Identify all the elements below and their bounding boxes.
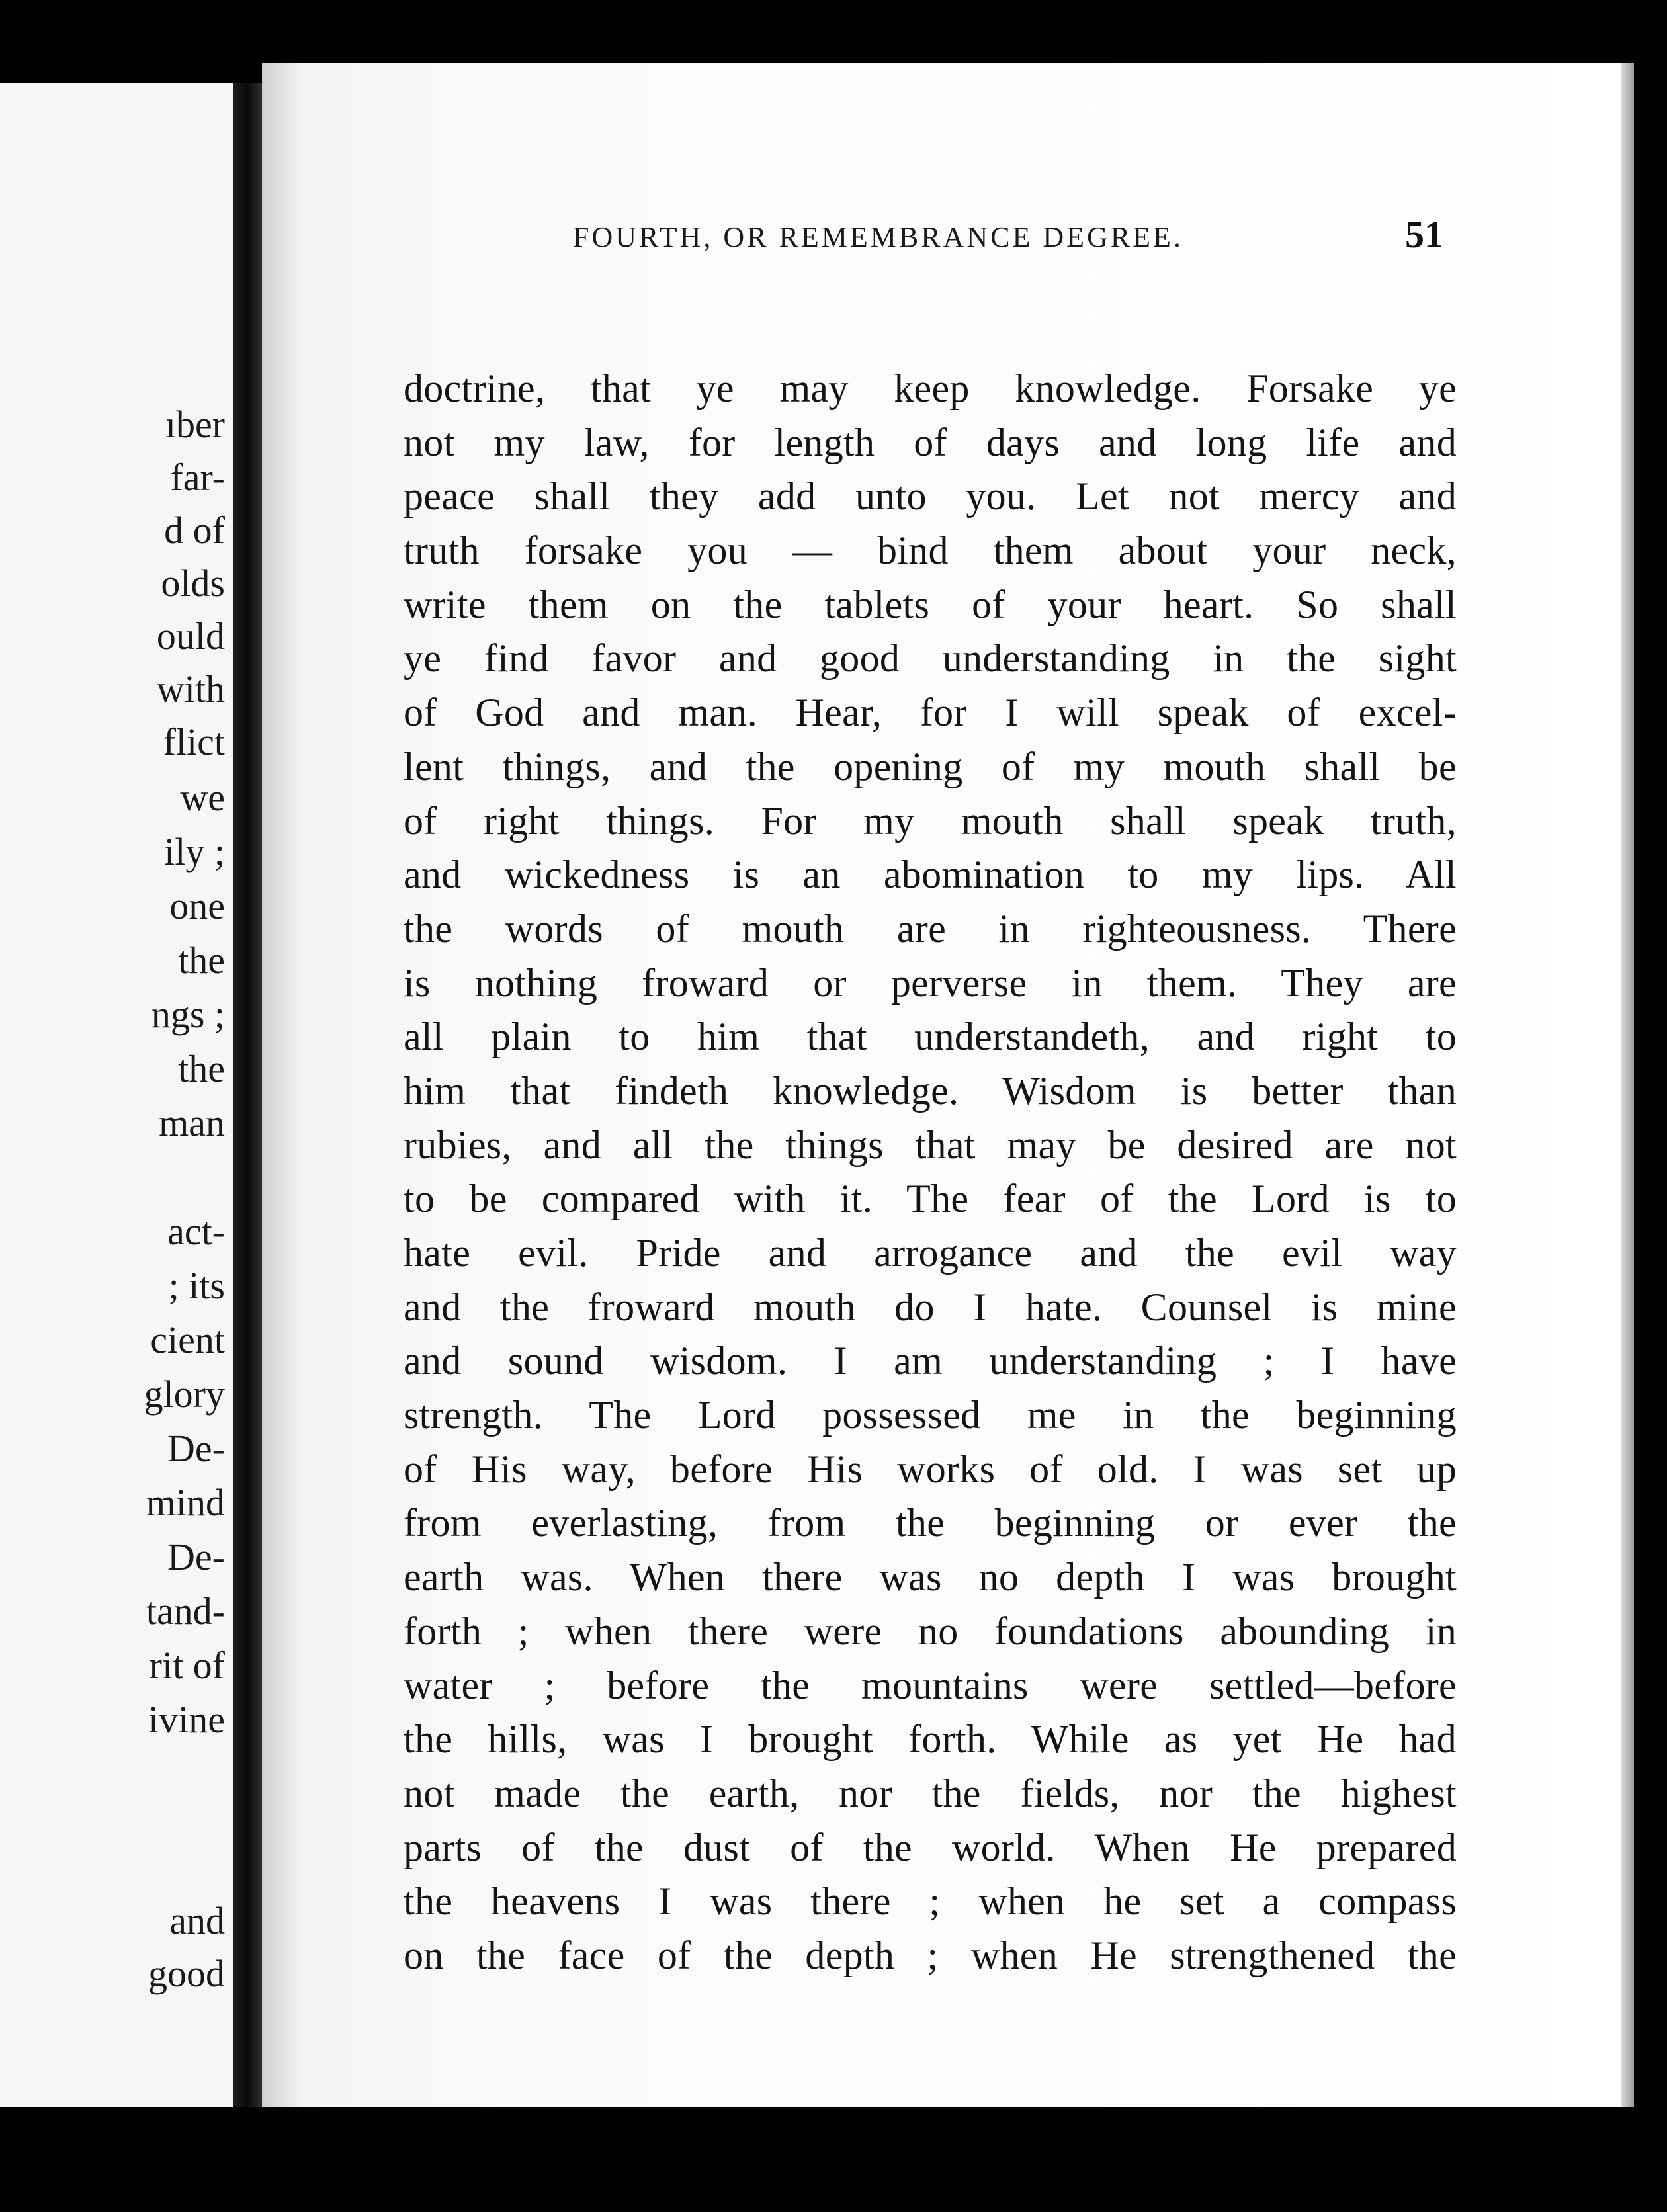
left-fragment: the: [178, 1047, 225, 1090]
previous-page-fragment: [0, 83, 233, 2107]
text-line: strength. The Lord possessed me in the beginning: [404, 1393, 1457, 1437]
text-line: doctrine, that ye may keep knowledge. Forsake ye: [404, 366, 1457, 410]
left-fragment: De-: [167, 1535, 225, 1578]
text-line: not my law, for length of days and long life and: [404, 420, 1457, 464]
text-line: of God and man. Hear, for I will speak of excel-: [404, 691, 1457, 735]
left-fragment: with: [156, 667, 225, 710]
left-fragment: rit of: [149, 1644, 225, 1687]
text-line: ye find favor and good understanding in the sight: [404, 636, 1457, 681]
left-fragment: man: [159, 1101, 225, 1144]
body-text: [404, 362, 1457, 1983]
text-line: from everlasting, from the beginning or ever the: [404, 1501, 1457, 1545]
text-line: lent things, and the opening of my mouth shall be: [404, 744, 1457, 788]
text-line: and wickedness is an abomination to my lips. All: [404, 853, 1457, 897]
left-fragment: d of: [164, 509, 225, 552]
left-fragment: cient: [150, 1318, 225, 1361]
book-page: [262, 63, 1634, 2107]
text-line: the heavens I was there ; when he set a compass: [404, 1879, 1457, 1924]
left-fragment: tand-: [146, 1590, 225, 1633]
text-line: of His way, before His works of old. I was set up: [404, 1447, 1457, 1491]
left-fragment: and: [169, 1899, 225, 1942]
text-line: to be compared with it. The fear of the Lord is to: [404, 1177, 1457, 1221]
text-line: rubies, and all the things that may be desired are not: [404, 1123, 1457, 1167]
left-fragment: olds: [161, 562, 225, 605]
text-line: and the froward mouth do I hate. Counsel is mine: [404, 1285, 1457, 1329]
left-fragment: glory: [144, 1373, 225, 1416]
text-line: on the face of the depth ; when He strengthened the: [404, 1933, 1457, 1977]
text-line: of right things. For my mouth shall speak truth,: [404, 798, 1457, 843]
book-spine: [233, 83, 266, 2107]
running-head: FOURTH, OR REMEMBRANCE DEGREE.: [573, 221, 1183, 253]
text-line: him that findeth knowledge. Wisdom is better than: [404, 1068, 1457, 1113]
left-fragment: flict: [163, 720, 225, 763]
text-line: hate evil. Pride and arrogance and the evil way: [404, 1231, 1457, 1275]
text-line: forth ; when there were no foundations abounding in: [404, 1609, 1457, 1653]
left-fragment: ngs ;: [151, 993, 225, 1036]
text-line: earth was. When there was no depth I was brought: [404, 1555, 1457, 1599]
left-fragment: far-: [170, 456, 225, 499]
text-line: truth forsake you — bind them about your neck,: [404, 529, 1457, 573]
left-fragment: the: [178, 939, 225, 982]
left-fragment: we: [180, 776, 225, 819]
text-line: is nothing froward or perverse in them. They are: [404, 960, 1457, 1005]
left-fragment: one: [169, 884, 225, 927]
text-line: parts of the dust of the world. When He prepared: [404, 1825, 1457, 1869]
left-fragment: ; its: [168, 1264, 225, 1307]
page-number: 51: [1405, 213, 1443, 256]
left-fragment: ıber: [165, 403, 225, 446]
text-line: write them on the tablets of your heart. So shall: [404, 582, 1457, 626]
left-fragment: act-: [167, 1210, 225, 1253]
text-line: water ; before the mountains were settled—before: [404, 1663, 1457, 1707]
left-fragment: ily ;: [164, 830, 225, 873]
text-line: all plain to him that understandeth, and right to: [404, 1015, 1457, 1059]
text-line: not made the earth, nor the fields, nor the highest: [404, 1771, 1457, 1815]
left-fragment: De-: [167, 1427, 225, 1470]
text-line: the words of mouth are in righteousness. There: [404, 906, 1457, 951]
left-fragment: ould: [156, 615, 225, 658]
page-edge: [1621, 63, 1634, 2107]
left-fragment: mind: [146, 1481, 225, 1524]
text-line: the hills, was I brought forth. While as yet He had: [404, 1717, 1457, 1762]
text-line: and sound wisdom. I am understanding ; I have: [404, 1339, 1457, 1383]
left-fragment: ivine: [148, 1698, 225, 1741]
left-fragment: good: [148, 1952, 225, 1995]
text-line: peace shall they add unto you. Let not mercy and: [404, 474, 1457, 519]
